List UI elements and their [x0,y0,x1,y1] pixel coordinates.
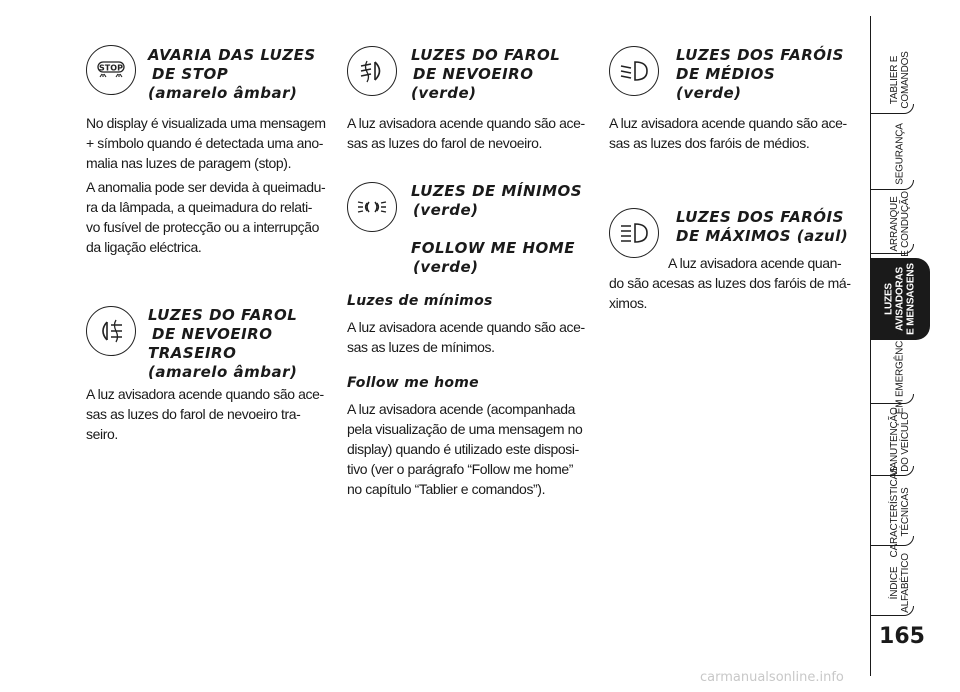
tab-arranque-e-conducao[interactable] [870,191,930,257]
stop-lights-text-2: A anomalia pode ser devida à queimadu- ra da lâmpada, a queimadura do relati- vo fusível de protecção ou a interrupção da ligação eléctrica. [86,179,326,255]
follow-me-home-subheading: Follow me home [347,375,479,391]
tab-label: ARRANQUE E CONDUÇÃO [889,191,911,257]
front-fog-heading: LUZES DO FAROL DE NEVOEIRO (verde) [411,46,561,102]
tab-label: EM EMERGÊNCIA [894,331,906,415]
follow-me-home-heading: FOLLOW ME HOME (verde) [411,239,575,276]
rear-fog-text: A luz avisadora acende quando são ace- sas as luzes do farol de nevoeiro tra- seiro. [86,386,324,442]
tab-em-emergencia[interactable] [870,331,930,415]
high-beam-heading: LUZES DOS FARÓIS DE MÁXIMOS (azul) [676,208,849,245]
tab-indice-alfabetico[interactable] [870,550,930,616]
tab-luzes-avisadoras-e-mensagens[interactable] [870,258,930,340]
tab-label: TABLIER E COMANDOS [889,51,911,109]
position-lights-subheading: Luzes de mínimos [347,293,493,309]
tab-seguranca[interactable] [870,118,930,190]
high-beam-text: A luz avisadora acende quan- do são acesas as luzes dos faróis de má- ximos. [609,255,851,311]
stop-lights-heading: AVARIA DAS LUZES DE STOP (amarelo âmbar) [148,46,316,102]
position-lights-heading: LUZES DE MÍNIMOS (verde) [411,182,583,219]
tab-label: ÍNDICE ALFABÉTICO [889,553,911,613]
low-beam-heading: LUZES DOS FARÓIS DE MÉDIOS (verde) [676,46,844,102]
front-fog-light-icon [347,46,397,96]
follow-me-home-text: A luz avisadora acende (acompanhada pela visualização de uma mensagem no display) quando é utilizado este disposi- tivo (ver o parágrafo “Follow me home” no capítulo “Tablier e comandos”). [347,401,583,497]
page-number: 165 [879,624,925,649]
rear-fog-heading: LUZES DO FAROL DE NEVOEIRO TRASEIRO (amarelo âmbar) [148,306,298,381]
stop-lights-text-1: No display é visualizada uma mensagem + símbolo quando é detectada uma ano- malia nas luzes de paragem (stop). [86,115,326,171]
svg-text:STOP: STOP [99,63,123,73]
tab-tablier-e-comandos[interactable] [870,46,930,114]
tab-label: CARACTERÍSTICAS TÉCNICAS [889,466,911,558]
rear-fog-light-icon [86,306,136,356]
front-fog-text: A luz avisadora acende quando são ace- sas as luzes do farol de nevoeiro. [347,115,585,151]
tab-caracteristicas-tecnicas[interactable] [870,466,930,558]
tab-label: LUZES AVISADORAS E MENSAGENS [883,263,917,335]
high-beam-icon [609,208,659,258]
watermark: carmanualsonline.info [700,670,844,685]
position-lights-text: A luz avisadora acende quando são ace- sas as luzes de mínimos. [347,319,585,355]
tab-label: MANUTENÇÃO DO VEÍCULO [889,407,911,477]
low-beam-icon [609,46,659,96]
tab-label: SEGURANÇA [894,123,906,185]
stop-lights-icon [86,45,136,95]
low-beam-text: A luz avisadora acende quando são ace- sas as luzes dos faróis de médios. [609,115,847,151]
position-lights-icon [347,182,397,232]
